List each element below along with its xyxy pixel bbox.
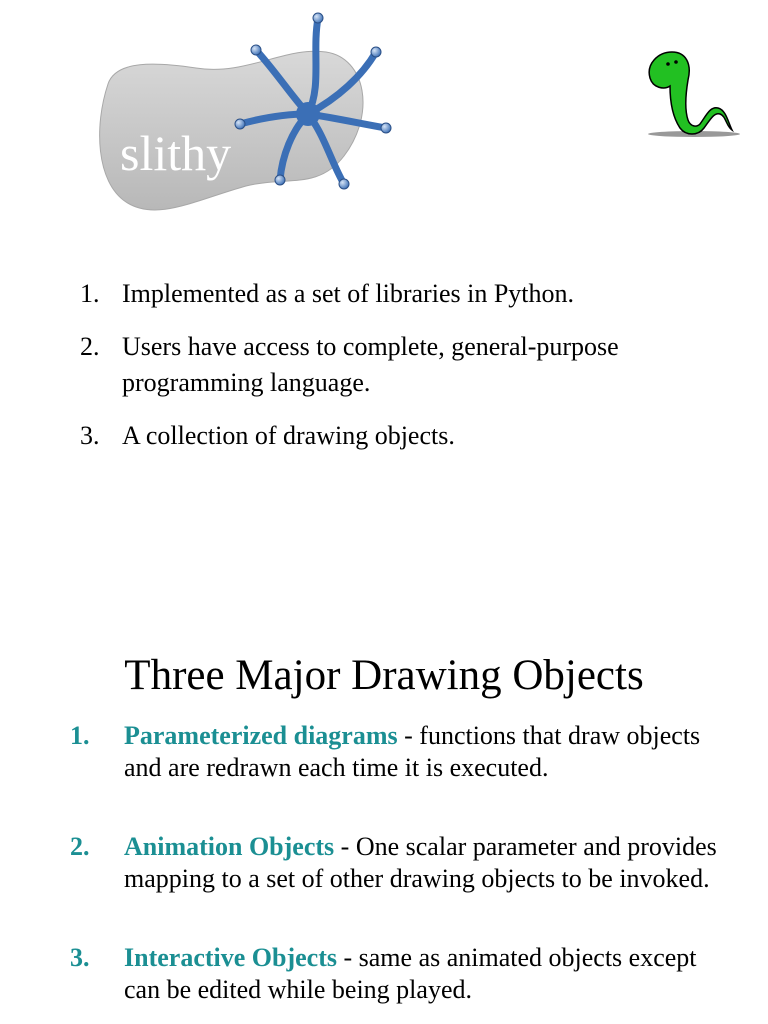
term: Interactive Objects <box>124 943 337 972</box>
list-text <box>124 831 720 895</box>
list-text: Implemented as a set of libraries in Python. <box>122 279 575 308</box>
drawing-objects-list <box>70 720 720 1024</box>
description: - functions that draw objects and are redrawn each time it is executed. <box>124 721 701 782</box>
list-number: 1. <box>80 279 100 308</box>
list-item <box>70 720 720 784</box>
list-number: 2. <box>70 832 90 861</box>
list-number: 1. <box>70 721 90 750</box>
list-number: 3. <box>80 421 100 450</box>
description: - One scalar parameter and provides mapping to a set of other drawing objects to be invoked. <box>124 832 717 893</box>
list-item <box>70 831 720 895</box>
slithy-logo <box>86 6 406 224</box>
description: - same as animated objects except can be edited while being played. <box>124 943 697 1004</box>
list-text: Users have access to complete, general-purpose programming language. <box>122 332 619 397</box>
slide-2 <box>0 520 768 1024</box>
list-number: 3. <box>70 943 90 972</box>
list-item <box>80 418 740 454</box>
list-text <box>124 942 720 1006</box>
slide-title: Three Major Drawing Objects <box>124 652 644 699</box>
term: Parameterized diagrams <box>124 721 398 750</box>
feature-list <box>80 276 740 471</box>
list-item <box>80 329 740 401</box>
list-item <box>80 276 740 312</box>
snake-icon <box>640 40 740 140</box>
list-number: 2. <box>80 332 100 361</box>
term: Animation Objects <box>124 832 335 861</box>
logo-text: slithy <box>120 125 232 181</box>
list-text: A collection of drawing objects. <box>122 421 455 450</box>
list-text <box>124 720 720 784</box>
list-item <box>70 942 720 1006</box>
